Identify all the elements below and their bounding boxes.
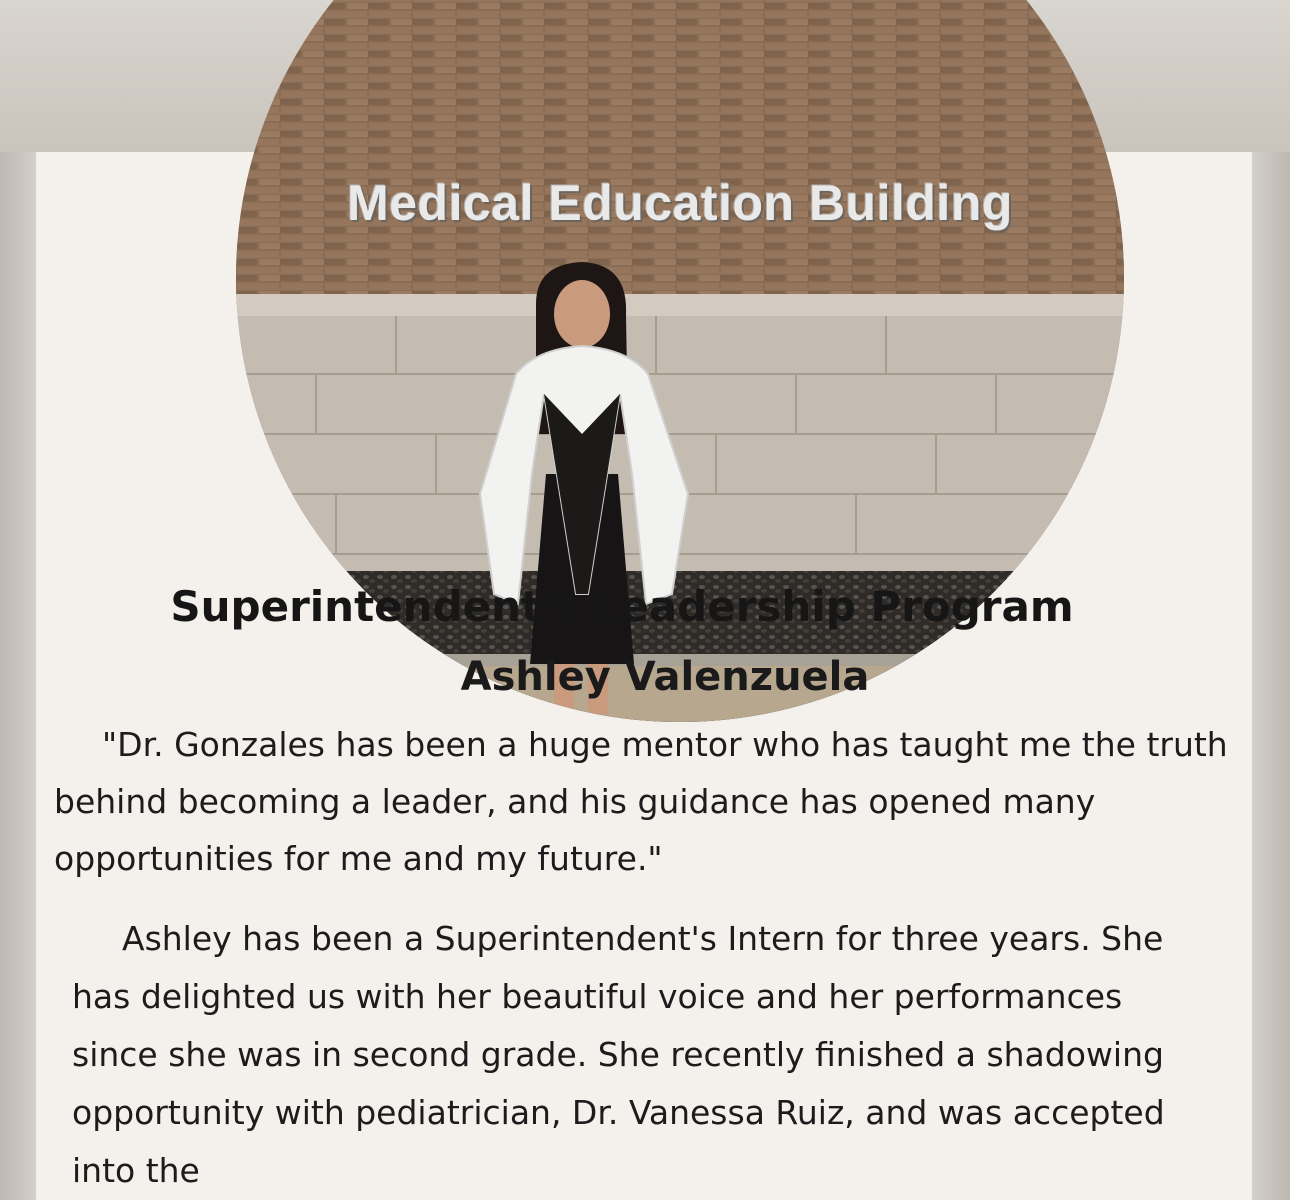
building-sign: Medical Education Building	[347, 175, 1013, 231]
person-name: Ashley Valenzuela	[460, 654, 870, 700]
bio-paragraph: Ashley has been a Superintendent's Intern for three years. She has delighted us with her beautiful voice and her performances since she was in second grade. She recently finished a shadowing opportunity with pediatrician, Dr. Vanessa Ruiz, and was accepted into the	[72, 919, 1165, 1190]
program-title: Superintendent's Leadership Program	[170, 582, 1074, 631]
left-margin	[0, 152, 36, 1200]
quote-paragraph: "Dr. Gonzales has been a huge mentor who has taught me the truth behind becoming a leader, and his guidance has opened many opportunities for me and my future."	[54, 725, 1249, 878]
brick-wall	[236, 0, 1124, 304]
